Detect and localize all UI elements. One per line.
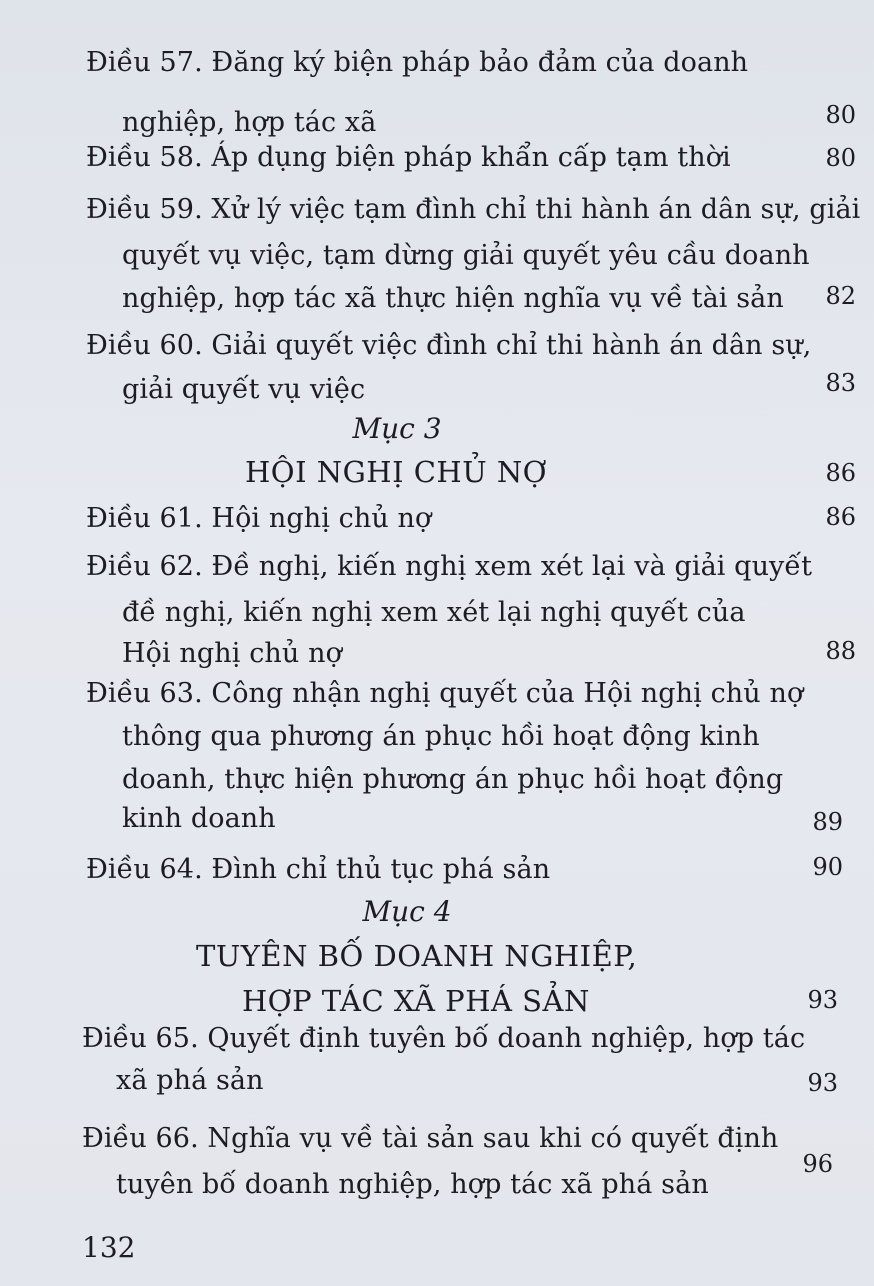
toc-entry-line: nghiệp, hợp tác xã [122, 107, 377, 138]
toc-page-number: 88 [825, 637, 856, 665]
toc-entry-line: thông qua phương án phục hồi hoạt động kinh [122, 721, 760, 752]
toc-entry-line: Điều 65. Quyết định tuyên bố doanh nghiệp, hợp tác [82, 1023, 806, 1054]
toc-page-number: 83 [825, 369, 856, 397]
section-title: TUYÊN BỐ DOANH NGHIỆP, [196, 939, 638, 973]
toc-entry-line: đề nghị, kiến nghị xem xét lại nghị quyết của [122, 597, 746, 628]
footer-page-number: 132 [82, 1231, 136, 1264]
toc-entry-line: xã phá sản [116, 1065, 264, 1096]
section-label: Mục 3 [352, 412, 442, 445]
toc-entry-line: Điều 62. Đề nghị, kiến nghị xem xét lại và giải quyết [86, 551, 813, 582]
toc-page-number: 89 [812, 808, 843, 836]
toc-page-number: 86 [825, 503, 856, 531]
toc-entry-line: nghiệp, hợp tác xã thực hiện nghĩa vụ về tài sản [122, 283, 784, 314]
toc-entry-line: Điều 64. Đình chỉ thủ tục phá sản [86, 854, 551, 885]
section-label: Mục 4 [362, 895, 452, 928]
toc-page-number: 86 [825, 459, 856, 487]
toc-entry-line: Điều 66. Nghĩa vụ về tài sản sau khi có quyết định [82, 1123, 779, 1154]
toc-entry-line: tuyên bố doanh nghiệp, hợp tác xã phá sản [116, 1169, 709, 1200]
toc-page-number: 96 [802, 1150, 833, 1178]
toc-entry-line: kinh doanh [122, 803, 276, 834]
section-title: HỘI NGHỊ CHỦ NỢ [245, 455, 548, 489]
toc-entry-line: Điều 63. Công nhận nghị quyết của Hội nghị chủ nợ [86, 678, 804, 709]
toc-entry-line: Điều 59. Xử lý việc tạm đình chỉ thi hành án dân sự, giải [86, 194, 861, 225]
section-title: HỢP TÁC XÃ PHÁ SẢN [242, 984, 590, 1018]
toc-entry-line: doanh, thực hiện phương án phục hồi hoạt động [122, 764, 784, 795]
toc-page-number: 93 [807, 986, 838, 1014]
toc-entry-line: giải quyết vụ việc [122, 374, 366, 405]
toc-page-number: 80 [825, 144, 856, 172]
toc-entry-line: Điều 57. Đăng ký biện pháp bảo đảm của doanh [86, 47, 749, 78]
toc-page-number: 80 [825, 101, 856, 129]
toc-entry-line: Điều 58. Áp dụng biện pháp khẩn cấp tạm thời [86, 142, 731, 173]
toc-entry-line: quyết vụ việc, tạm dừng giải quyết yêu cầu doanh [122, 240, 810, 271]
toc-entry-line: Điều 60. Giải quyết việc đình chỉ thi hành án dân sự, [86, 330, 812, 361]
toc-page-number: 82 [825, 282, 856, 310]
toc-entry-line: Hội nghị chủ nợ [122, 638, 342, 669]
toc-page-number: 90 [812, 853, 843, 881]
toc-entry-line: Điều 61. Hội nghị chủ nợ [86, 503, 432, 534]
toc-page-number: 93 [807, 1069, 838, 1097]
